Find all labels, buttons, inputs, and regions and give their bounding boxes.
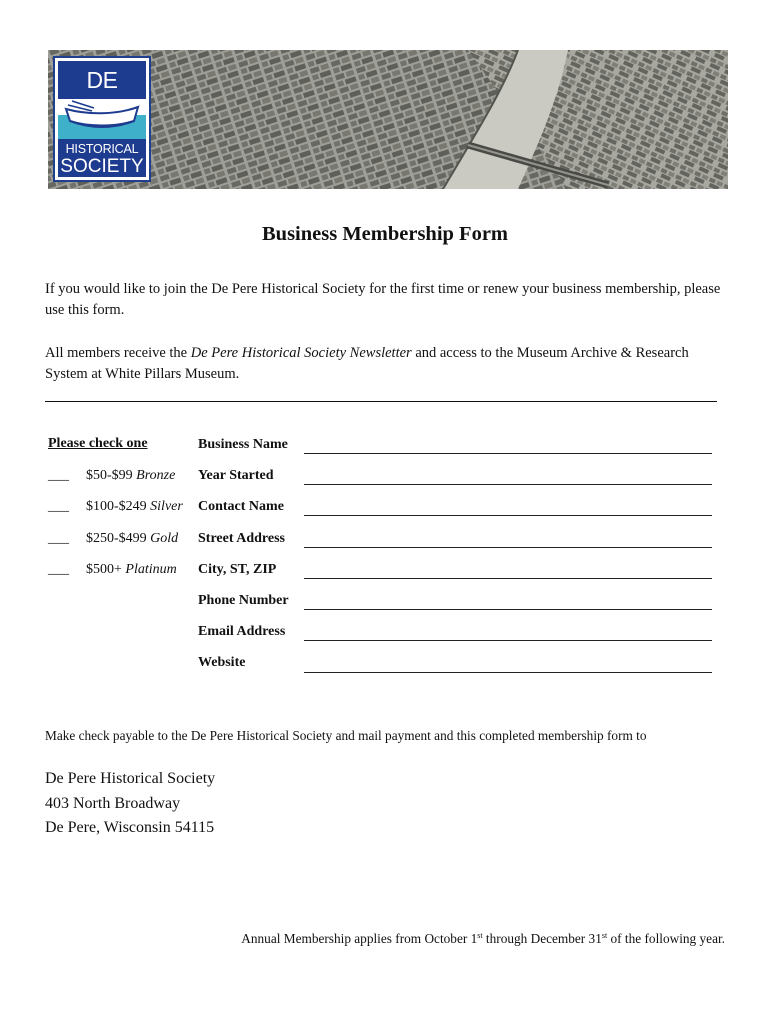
- logo-title: DE: [58, 61, 146, 99]
- field-business-name[interactable]: [304, 453, 712, 454]
- check-blank[interactable]: ___: [48, 531, 69, 546]
- label-city-st-zip: City, ST, ZIP: [198, 562, 277, 577]
- label-phone-number: Phone Number: [198, 593, 289, 608]
- benefits-paragraph: All members receive the De Pere Historical Society Newsletter and access to the Museum Archive & Research System at White Pillars Museum.: [45, 345, 689, 382]
- field-city-st-zip[interactable]: [304, 578, 712, 579]
- check-blank[interactable]: ___: [48, 468, 69, 483]
- level-option-bronze[interactable]: ___ $50-$99 Bronze: [48, 468, 176, 483]
- field-website[interactable]: [304, 672, 712, 673]
- newsletter-name: De Pere Historical Society Newsletter: [190, 345, 412, 361]
- check-heading: Please check one: [48, 436, 148, 451]
- society-logo: [53, 56, 151, 182]
- canoe-icon: [58, 99, 146, 139]
- intro-paragraph: If you would like to join the De Pere Historical Society for the first time or renew your business membership, please use this form.: [45, 281, 721, 318]
- membership-term-note: Annual Membership applies from October 1st through December 31st of the following year.: [241, 931, 725, 946]
- level-option-silver[interactable]: ___ $100-$249 Silver: [48, 499, 183, 514]
- check-blank[interactable]: ___: [48, 499, 69, 514]
- label-website: Website: [198, 655, 246, 670]
- level-option-platinum[interactable]: ___ $500+ Platinum: [48, 562, 177, 577]
- address-line-city: De Pere, Wisconsin 54115: [45, 819, 215, 836]
- label-street-address: Street Address: [198, 531, 285, 546]
- field-street-address[interactable]: [304, 547, 712, 548]
- divider: [45, 401, 717, 402]
- field-phone-number[interactable]: [304, 609, 712, 610]
- field-year-started[interactable]: [304, 484, 712, 485]
- check-blank[interactable]: ___: [48, 562, 69, 577]
- address-line-street: 403 North Broadway: [45, 795, 181, 812]
- label-business-name: Business Name: [198, 437, 288, 452]
- field-contact-name[interactable]: [304, 515, 712, 516]
- page-title: Business Membership Form: [262, 223, 508, 245]
- label-year-started: Year Started: [198, 468, 274, 483]
- address-line-name: De Pere Historical Society: [45, 770, 216, 787]
- label-contact-name: Contact Name: [198, 499, 284, 514]
- level-option-gold[interactable]: ___ $250-$499 Gold: [48, 531, 179, 546]
- payment-instructions: Make check payable to the De Pere Historical Society and mail payment and this completed membership form to: [45, 728, 647, 743]
- header-banner-image: [48, 50, 728, 189]
- logo-subtitle: HISTORICAL SOCIETY: [58, 139, 146, 177]
- label-email-address: Email Address: [198, 624, 286, 639]
- field-email-address[interactable]: [304, 640, 712, 641]
